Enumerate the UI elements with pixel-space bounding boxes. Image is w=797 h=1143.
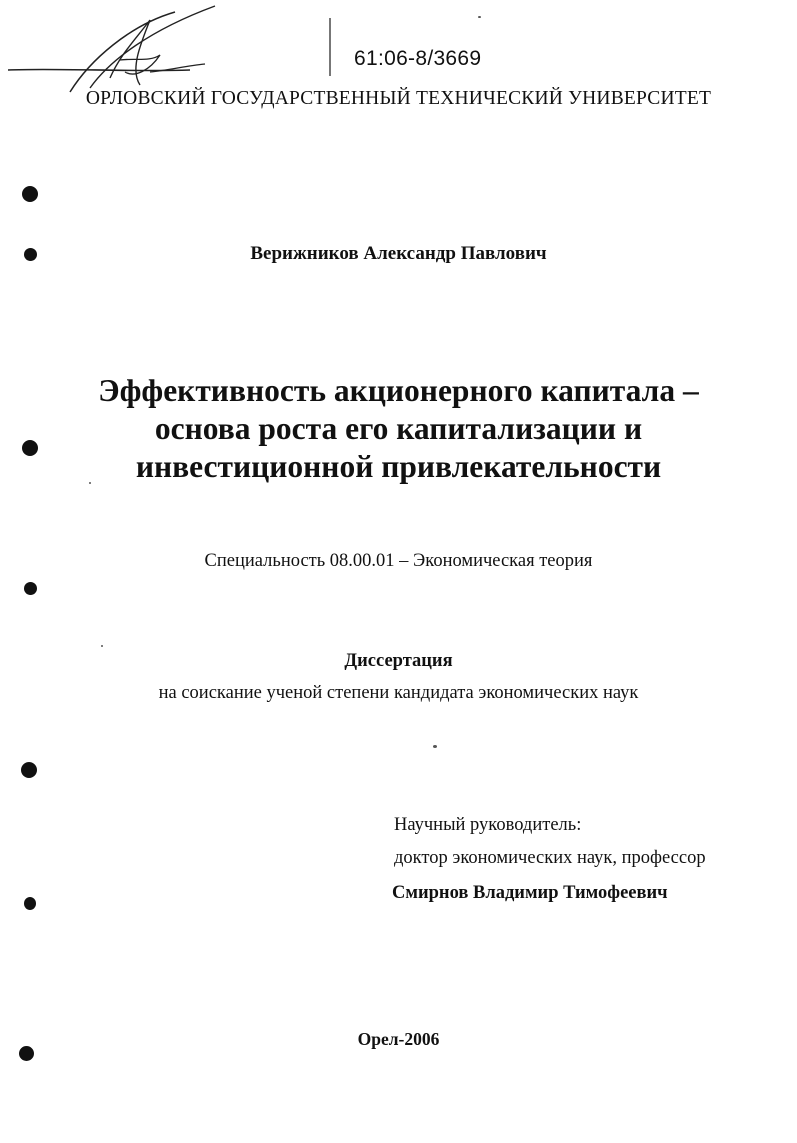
- punch-hole-icon: [24, 897, 36, 910]
- specialty-line: Специальность 08.00.01 – Экономическая теория: [204, 551, 593, 571]
- document-type: Диссертация: [344, 651, 453, 671]
- dissertation-title: [0, 372, 797, 486]
- degree-line: на соискание ученой степени кандидата экономических наук: [158, 683, 639, 703]
- signature-icon: [0, 0, 240, 100]
- city-year: Орел-2006: [357, 1029, 440, 1049]
- scan-speck: [478, 16, 481, 18]
- title-line-1: Эффективность акционерного капитала –: [98, 373, 699, 408]
- advisor-name: Смирнов Владимир Тимофеевич: [392, 883, 668, 903]
- catalog-divider-line: [329, 18, 331, 76]
- punch-hole-icon: [19, 1046, 34, 1061]
- scan-speck: [101, 645, 103, 647]
- punch-hole-icon: [21, 762, 37, 778]
- punch-hole-icon: [24, 582, 37, 595]
- author-name: Верижников Александр Павлович: [250, 243, 547, 264]
- university-name: ОРЛОВСКИЙ ГОСУДАРСТВЕННЫЙ ТЕХНИЧЕСКИЙ УНИВЕРСИТЕТ: [85, 88, 712, 109]
- advisor-label: Научный руководитель:: [394, 815, 582, 835]
- title-line-3: инвестиционной привлекательности: [135, 449, 662, 484]
- punch-hole-icon: [22, 186, 38, 202]
- punch-hole-icon: [24, 248, 37, 261]
- advisor-rank: доктор экономических наук, профессор: [394, 848, 706, 868]
- catalog-code: 61:06-8/3669: [354, 47, 482, 70]
- scan-speck: [89, 482, 91, 484]
- scan-speck: [433, 745, 437, 748]
- title-line-2: основа роста его капитализации и: [154, 411, 643, 446]
- punch-hole-icon: [22, 440, 38, 456]
